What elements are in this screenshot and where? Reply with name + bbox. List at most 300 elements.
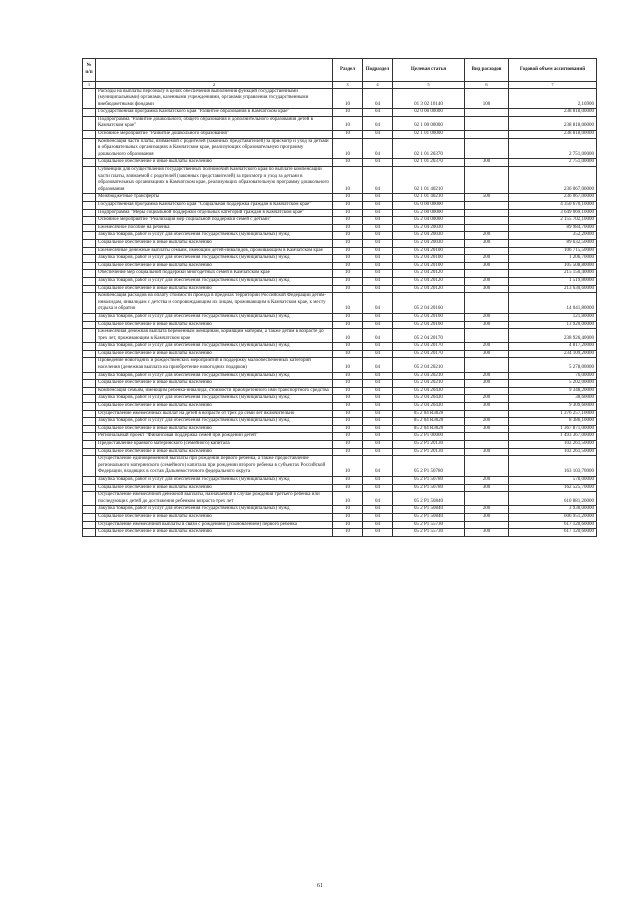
row-section-cell: 10 bbox=[333, 262, 363, 270]
row-expense-cell: 200 bbox=[465, 395, 509, 403]
table-row bbox=[83, 492, 597, 506]
row-expense-cell bbox=[465, 224, 509, 232]
row-section-cell: 10 bbox=[333, 321, 363, 329]
row-name-cell: Социальное обеспечение и иные выплаты населению bbox=[96, 239, 333, 247]
row-subsection-cell: 04 bbox=[363, 285, 393, 293]
row-number-cell bbox=[83, 194, 96, 202]
table-row bbox=[83, 138, 597, 159]
row-name-cell: Субвенции для осуществления государственных полномочий Камчатского края по выплате компенсации части платы, взимаемой с родителей (законных представителей) за присмотр и уход за детьми в образовательных организациях в Камчатском крае, реализующих образовательную программу дошкольного образования bbox=[96, 167, 333, 194]
row-section-cell: 10 bbox=[333, 159, 363, 167]
row-number-cell bbox=[83, 343, 96, 351]
row-section-cell: 10 bbox=[333, 138, 363, 159]
row-section-cell: 10 bbox=[333, 343, 363, 351]
row-section-cell: 10 bbox=[333, 492, 363, 506]
row-target-cell: 05 2 04 20210 bbox=[393, 380, 465, 388]
table-row bbox=[83, 529, 597, 537]
row-expense-cell bbox=[465, 456, 509, 477]
table-row bbox=[83, 441, 597, 449]
row-target-cell: 05 2 04 20120 bbox=[393, 270, 465, 278]
row-name-cell: Социальное обеспечение и иные выплаты населению bbox=[96, 529, 333, 537]
row-number-cell bbox=[83, 232, 96, 240]
row-amount-cell: 76,00000 bbox=[509, 372, 597, 380]
row-amount-cell: 2 751,00000 bbox=[509, 159, 597, 167]
row-section-cell: 10 bbox=[333, 506, 363, 514]
row-target-cell: 05 2 P1 50840 bbox=[393, 492, 465, 506]
table-row bbox=[83, 456, 597, 477]
row-number-cell bbox=[83, 484, 96, 492]
row-name-cell: Социальное обеспечение и иные выплаты населению bbox=[96, 321, 333, 329]
table-row bbox=[83, 387, 597, 395]
row-target-cell: 05 2 04 00000 bbox=[393, 217, 465, 225]
row-section-cell: 10 bbox=[333, 217, 363, 225]
row-number-cell bbox=[83, 131, 96, 139]
table-row bbox=[83, 209, 597, 217]
row-name-cell: Расходы на выплаты персоналу в целях обеспечения выполнения функций государственными (муниципальными) органами, казенными учреждениями, органами управления государственными внебюджетными фондами bbox=[96, 88, 333, 109]
row-target-cell: 02 1 01 40210 bbox=[393, 167, 465, 194]
row-section-cell: 10 bbox=[333, 513, 363, 521]
table-row bbox=[83, 167, 597, 194]
row-amount-cell: 2 155 702,10000 bbox=[509, 217, 597, 225]
row-subsection-cell: 04 bbox=[363, 410, 393, 418]
row-amount-cell: 213 630,60000 bbox=[509, 285, 597, 293]
row-section-cell: 10 bbox=[333, 270, 363, 278]
row-expense-cell: 500 bbox=[465, 194, 509, 202]
table-row bbox=[83, 217, 597, 225]
table-row bbox=[83, 239, 597, 247]
row-name-cell: Государственная программа Камчатского края "Развитие образования в Камчатском крае" bbox=[96, 109, 333, 117]
row-expense-cell: 300 bbox=[465, 380, 509, 388]
header-number: № п/п bbox=[83, 59, 96, 82]
table-row bbox=[83, 372, 597, 380]
row-amount-cell: 162 525,70000 bbox=[509, 484, 597, 492]
row-subsection-cell: 04 bbox=[363, 202, 393, 210]
table-row bbox=[83, 410, 597, 418]
row-target-cell: 05 2 04 20430 bbox=[393, 395, 465, 403]
table-row bbox=[83, 448, 597, 456]
table-row bbox=[83, 484, 597, 492]
row-subsection-cell: 04 bbox=[363, 224, 393, 232]
row-number-cell bbox=[83, 506, 96, 514]
row-amount-cell: 610 881,20000 bbox=[509, 492, 597, 506]
header-name bbox=[96, 59, 333, 82]
header-expense-type: Вид расходов bbox=[465, 59, 509, 82]
row-amount-cell: 2,16900 bbox=[509, 88, 597, 109]
row-name-cell: Государственная программа Камчатского края "Социальная поддержка граждан в Камчатском крае" bbox=[96, 202, 333, 210]
row-number-cell bbox=[83, 293, 96, 314]
table-header-row bbox=[83, 59, 597, 82]
row-number-cell bbox=[83, 277, 96, 285]
row-expense-cell bbox=[465, 247, 509, 255]
row-target-cell: 05 2 04 20030 bbox=[393, 224, 465, 232]
row-target-cell: 05 2 04 20210 bbox=[393, 358, 465, 372]
row-amount-cell: 14 041,80000 bbox=[509, 293, 597, 314]
row-amount-cell: 105 508,80000 bbox=[509, 262, 597, 270]
row-amount-cell: 1 493 367,00000 bbox=[509, 433, 597, 441]
row-subsection-cell: 04 bbox=[363, 418, 393, 426]
row-expense-cell bbox=[465, 202, 509, 210]
row-name-cell: Социальное обеспечение и иные выплаты населению bbox=[96, 285, 333, 293]
row-number-cell bbox=[83, 418, 96, 426]
row-name-cell: Компенсация семьям, имеющим ребенка-инвалида, стоимости приобретенного ими транспортного средства bbox=[96, 387, 333, 395]
row-subsection-cell: 04 bbox=[363, 484, 393, 492]
row-subsection-cell: 04 bbox=[363, 131, 393, 139]
row-target-cell: 05 2 04 R3020 bbox=[393, 425, 465, 433]
row-expense-cell: 300 bbox=[465, 285, 509, 293]
row-name-cell: Подпрограмма "Развитие дошкольного, общего образования и дополнительного образования детей в Камчатском крае" bbox=[96, 116, 333, 130]
row-target-cell: 02 1 00 00000 bbox=[393, 116, 465, 130]
row-subsection-cell: 04 bbox=[363, 492, 393, 506]
row-subsection-cell: 04 bbox=[363, 456, 393, 477]
row-number-cell bbox=[83, 247, 96, 255]
row-subsection-cell: 04 bbox=[363, 380, 393, 388]
row-section-cell: 10 bbox=[333, 425, 363, 433]
row-amount-cell: 9 309,60000 bbox=[509, 403, 597, 411]
row-subsection-cell: 04 bbox=[363, 138, 393, 159]
row-target-cell: 05 2 04 20170 bbox=[393, 343, 465, 351]
row-expense-cell: 300 bbox=[465, 321, 509, 329]
row-name-cell: Закупка товаров, работ и услуг для обеспечения государственных (муниципальных) нужд bbox=[96, 232, 333, 240]
row-target-cell: 05 2 P1 20130 bbox=[393, 441, 465, 449]
row-number-cell bbox=[83, 255, 96, 263]
row-target-cell: 05 2 P1 55730 bbox=[393, 529, 465, 537]
row-section-cell: 10 bbox=[333, 224, 363, 232]
row-section-cell: 10 bbox=[333, 380, 363, 388]
row-expense-cell: 300 bbox=[465, 484, 509, 492]
row-subsection-cell: 04 bbox=[363, 262, 393, 270]
table-row bbox=[83, 418, 597, 426]
table-row bbox=[83, 513, 597, 521]
row-section-cell: 10 bbox=[333, 484, 363, 492]
row-expense-cell bbox=[465, 387, 509, 395]
row-number-cell bbox=[83, 456, 96, 477]
table-row bbox=[83, 358, 597, 372]
row-name-cell: Закупка товаров, работ и услуг для обеспечения государственных (муниципальных) нужд bbox=[96, 313, 333, 321]
header-target-article: Целевая статья bbox=[393, 59, 465, 82]
row-expense-cell: 200 bbox=[465, 418, 509, 426]
row-target-cell: 05 2 P1 50780 bbox=[393, 456, 465, 477]
row-target-cell: 05 2 P1 55730 bbox=[393, 521, 465, 529]
row-number-cell bbox=[83, 395, 96, 403]
row-section-cell: 10 bbox=[333, 448, 363, 456]
row-amount-cell: 238 818,00000 bbox=[509, 109, 597, 117]
row-section-cell: 10 bbox=[333, 255, 363, 263]
row-number-cell bbox=[83, 529, 96, 537]
row-subsection-cell: 04 bbox=[363, 448, 393, 456]
row-name-cell: Закупка товаров, работ и услуг для обеспечения государственных (муниципальных) нужд bbox=[96, 255, 333, 263]
row-target-cell: 05 2 04 20100 bbox=[393, 247, 465, 255]
row-number-cell bbox=[83, 313, 96, 321]
row-name-cell: Региональный проект "Финансовая поддержка семей при рождении детей" bbox=[96, 433, 333, 441]
column-number: 4 bbox=[363, 82, 393, 89]
row-section-cell: 10 bbox=[333, 372, 363, 380]
row-amount-cell: 89 632,50000 bbox=[509, 239, 597, 247]
row-expense-cell: 200 bbox=[465, 232, 509, 240]
row-amount-cell: 236 067,00000 bbox=[509, 194, 597, 202]
column-number: 7 bbox=[509, 82, 597, 89]
row-target-cell: 05 2 04 20030 bbox=[393, 239, 465, 247]
header-subsection: Подраздел bbox=[363, 59, 393, 82]
table-row bbox=[83, 255, 597, 263]
row-target-cell: 01 3 02 10140 bbox=[393, 88, 465, 109]
row-section-cell: 10 bbox=[333, 116, 363, 130]
row-expense-cell bbox=[465, 433, 509, 441]
row-subsection-cell: 04 bbox=[363, 159, 393, 167]
row-name-cell: Подпрограмма "Меры социальной поддержки отдельных категорий граждан в Камчатском крае" bbox=[96, 209, 333, 217]
row-name-cell: Осуществление ежемесячной денежной выплаты, назначаемой в случае рождения третьего ребенка или последующих детей до достижения ребенком возраста трех лет bbox=[96, 492, 333, 506]
row-name-cell: Закупка товаров, работ и услуг для обеспечения государственных (муниципальных) нужд bbox=[96, 476, 333, 484]
row-section-cell: 10 bbox=[333, 456, 363, 477]
row-section-cell: 10 bbox=[333, 194, 363, 202]
table-row bbox=[83, 476, 597, 484]
row-section-cell: 10 bbox=[333, 202, 363, 210]
row-section-cell: 10 bbox=[333, 350, 363, 358]
row-expense-cell bbox=[465, 329, 509, 343]
row-expense-cell: 200 bbox=[465, 255, 509, 263]
table-row bbox=[83, 131, 597, 139]
row-amount-cell: 38,60000 bbox=[509, 395, 597, 403]
row-subsection-cell: 04 bbox=[363, 529, 393, 537]
table-row bbox=[83, 194, 597, 202]
row-name-cell: Социальное обеспечение и иные выплаты населению bbox=[96, 403, 333, 411]
row-expense-cell bbox=[465, 410, 509, 418]
row-target-cell: 05 2 P1 50780 bbox=[393, 484, 465, 492]
row-subsection-cell: 04 bbox=[363, 270, 393, 278]
table-row bbox=[83, 270, 597, 278]
row-expense-cell: 200 bbox=[465, 476, 509, 484]
row-expense-cell: 300 bbox=[465, 513, 509, 521]
row-section-cell: 10 bbox=[333, 387, 363, 395]
budget-table-sheet bbox=[82, 58, 596, 537]
table-row bbox=[83, 425, 597, 433]
column-number: 3 bbox=[333, 82, 363, 89]
table-row bbox=[83, 350, 597, 358]
table-row bbox=[83, 88, 597, 109]
table-row bbox=[83, 232, 597, 240]
row-target-cell: 05 2 04 R3020 bbox=[393, 410, 465, 418]
row-amount-cell: 102 261,50000 bbox=[509, 441, 597, 449]
row-subsection-cell: 04 bbox=[363, 358, 393, 372]
row-target-cell: 02 1 01 00000 bbox=[393, 131, 465, 139]
table-row bbox=[83, 321, 597, 329]
row-target-cell: 05 2 04 20030 bbox=[393, 232, 465, 240]
row-name-cell: Социальное обеспечение и иные выплаты населению bbox=[96, 425, 333, 433]
row-number-cell bbox=[83, 387, 96, 395]
row-subsection-cell: 04 bbox=[363, 116, 393, 130]
table-row bbox=[83, 343, 597, 351]
row-name-cell: Проведение новогодних и рождественских мероприятий в поддержку малообеспеченных категорий населения (денежная выплата на приобретение новогодних подарков) bbox=[96, 358, 333, 372]
row-amount-cell: 4 350 670,10000 bbox=[509, 202, 597, 210]
row-subsection-cell: 04 bbox=[363, 277, 393, 285]
row-target-cell: 05 2 04 20160 bbox=[393, 293, 465, 314]
row-target-cell: 02 1 01 40210 bbox=[393, 194, 465, 202]
row-number-cell bbox=[83, 239, 96, 247]
table-row bbox=[83, 159, 597, 167]
row-name-cell: Осуществление единовременной выплаты при рождении первого ребенка, а также предоставление регионального материнского (семейного) капитала при рождении второго ребенка в субъектах Российской Федерации, входящих в состав Дальневосточного федерального округа bbox=[96, 456, 333, 477]
row-subsection-cell: 04 bbox=[363, 513, 393, 521]
row-section-cell: 10 bbox=[333, 521, 363, 529]
row-target-cell: 05 2 04 20210 bbox=[393, 372, 465, 380]
row-expense-cell: 300 bbox=[465, 159, 509, 167]
row-section-cell: 10 bbox=[333, 277, 363, 285]
row-name-cell: Осуществление ежемесячных выплат на детей в возрасте от трех до семи лет включительно bbox=[96, 410, 333, 418]
row-target-cell: 02 1 01 20370 bbox=[393, 138, 465, 159]
column-number: 6 bbox=[465, 82, 509, 89]
row-section-cell: 10 bbox=[333, 358, 363, 372]
page-number: 61 bbox=[317, 883, 323, 889]
row-target-cell: 05 2 04 20160 bbox=[393, 321, 465, 329]
table-body bbox=[83, 88, 597, 536]
row-amount-cell: 106 715,50000 bbox=[509, 247, 597, 255]
row-subsection-cell: 04 bbox=[363, 313, 393, 321]
table-row bbox=[83, 403, 597, 411]
column-number: 1 bbox=[83, 82, 96, 89]
row-number-cell bbox=[83, 217, 96, 225]
row-subsection-cell: 04 bbox=[363, 209, 393, 217]
row-name-cell: Ежемесячное пособие на ребенка bbox=[96, 224, 333, 232]
table-row bbox=[83, 313, 597, 321]
row-subsection-cell: 04 bbox=[363, 441, 393, 449]
row-section-cell: 10 bbox=[333, 476, 363, 484]
row-subsection-cell: 04 bbox=[363, 425, 393, 433]
row-section-cell: 10 bbox=[333, 209, 363, 217]
row-subsection-cell: 04 bbox=[363, 387, 393, 395]
row-name-cell: Социальное обеспечение и иные выплаты населению bbox=[96, 513, 333, 521]
row-amount-cell: 4 817,20000 bbox=[509, 343, 597, 351]
row-section-cell: 10 bbox=[333, 131, 363, 139]
row-amount-cell: 617 120,60000 bbox=[509, 521, 597, 529]
table-row bbox=[83, 506, 597, 514]
row-target-cell: 05 2 04 20430 bbox=[393, 387, 465, 395]
row-number-cell bbox=[83, 425, 96, 433]
row-target-cell: 05 2 P1 50840 bbox=[393, 513, 465, 521]
row-amount-cell: 1 206,70000 bbox=[509, 255, 597, 263]
row-subsection-cell: 04 bbox=[363, 255, 393, 263]
row-expense-cell: 200 bbox=[465, 506, 509, 514]
row-name-cell: Закупка товаров, работ и услуг для обеспечения государственных (муниципальных) нужд bbox=[96, 277, 333, 285]
row-name-cell: Закупка товаров, работ и услуг для обеспечения государственных (муниципальных) нужд bbox=[96, 343, 333, 351]
row-subsection-cell: 04 bbox=[363, 247, 393, 255]
table-row bbox=[83, 202, 597, 210]
row-expense-cell bbox=[465, 138, 509, 159]
row-number-cell bbox=[83, 88, 96, 109]
row-expense-cell bbox=[465, 217, 509, 225]
row-name-cell: Социальное обеспечение и иные выплаты населению bbox=[96, 159, 333, 167]
row-name-cell: Компенсация расходов на оплату стоимости проезда в пределах территории Российской Федерации детям-инвалидам, инвалидам с детства и сопровождающим их лицам, проживающим в Камчатском крае, к месту отдыха и обратно bbox=[96, 293, 333, 314]
row-name-cell: Предоставление краевого материнского (семейного) капитала bbox=[96, 441, 333, 449]
row-amount-cell: 606 951,20000 bbox=[509, 513, 597, 521]
table-row bbox=[83, 433, 597, 441]
row-amount-cell: 89 984,70000 bbox=[509, 224, 597, 232]
row-number-cell bbox=[83, 285, 96, 293]
row-subsection-cell: 04 bbox=[363, 321, 393, 329]
row-number-cell bbox=[83, 321, 96, 329]
row-number-cell bbox=[83, 410, 96, 418]
row-target-cell: 05 2 P1 50840 bbox=[393, 506, 465, 514]
row-amount-cell: 102 261,50000 bbox=[509, 448, 597, 456]
row-subsection-cell: 04 bbox=[363, 239, 393, 247]
row-target-cell: 05 2 04 20430 bbox=[393, 403, 465, 411]
row-section-cell: 10 bbox=[333, 410, 363, 418]
row-target-cell: 05 2 P1 20130 bbox=[393, 448, 465, 456]
row-number-cell bbox=[83, 448, 96, 456]
row-target-cell: 05 2 00 00000 bbox=[393, 209, 465, 217]
row-subsection-cell: 04 bbox=[363, 521, 393, 529]
table-row bbox=[83, 224, 597, 232]
row-subsection-cell: 04 bbox=[363, 217, 393, 225]
row-amount-cell: 3 930,00000 bbox=[509, 506, 597, 514]
row-subsection-cell: 04 bbox=[363, 167, 393, 194]
row-expense-cell: 200 bbox=[465, 372, 509, 380]
row-amount-cell: 238 818,00000 bbox=[509, 116, 597, 130]
row-name-cell: Социальное обеспечение и иные выплаты населению bbox=[96, 350, 333, 358]
row-expense-cell: 100 bbox=[465, 88, 509, 109]
row-number-cell bbox=[83, 380, 96, 388]
row-subsection-cell: 04 bbox=[363, 403, 393, 411]
row-subsection-cell: 04 bbox=[363, 506, 393, 514]
row-section-cell: 10 bbox=[333, 329, 363, 343]
row-target-cell: 05 2 04 20100 bbox=[393, 255, 465, 263]
row-amount-cell: 1 519,80000 bbox=[509, 277, 597, 285]
row-amount-cell: 13 920,00000 bbox=[509, 321, 597, 329]
row-expense-cell: 300 bbox=[465, 262, 509, 270]
row-number-cell bbox=[83, 109, 96, 117]
row-name-cell: Основное мероприятие "Реализация мер социальной поддержки семей с детьми" bbox=[96, 217, 333, 225]
row-amount-cell: 238 926,40000 bbox=[509, 329, 597, 343]
row-number-cell bbox=[83, 167, 96, 194]
row-target-cell: 02 1 01 20370 bbox=[393, 159, 465, 167]
row-section-cell: 10 bbox=[333, 418, 363, 426]
row-expense-cell: 300 bbox=[465, 529, 509, 537]
table-row bbox=[83, 380, 597, 388]
row-number-cell bbox=[83, 492, 96, 506]
row-amount-cell: 1 376 257,10000 bbox=[509, 410, 597, 418]
row-number-cell bbox=[83, 138, 96, 159]
row-name-cell: Социальное обеспечение и иные выплаты населению bbox=[96, 448, 333, 456]
row-section-cell: 10 bbox=[333, 403, 363, 411]
row-number-cell bbox=[83, 159, 96, 167]
row-expense-cell: 200 bbox=[465, 343, 509, 351]
row-section-cell: 10 bbox=[333, 285, 363, 293]
row-target-cell: 05 2 04 20100 bbox=[393, 262, 465, 270]
row-expense-cell bbox=[465, 167, 509, 194]
row-amount-cell: 1 367 871,00000 bbox=[509, 425, 597, 433]
row-subsection-cell: 04 bbox=[363, 109, 393, 117]
row-target-cell: 05 2 04 R3020 bbox=[393, 418, 465, 426]
row-number-cell bbox=[83, 372, 96, 380]
row-amount-cell: 578,00000 bbox=[509, 476, 597, 484]
row-amount-cell: 236 067,00000 bbox=[509, 167, 597, 194]
row-subsection-cell: 04 bbox=[363, 395, 393, 403]
row-expense-cell: 300 bbox=[465, 425, 509, 433]
row-subsection-cell: 04 bbox=[363, 232, 393, 240]
table-row bbox=[83, 109, 597, 117]
row-target-cell: 05 2 04 20120 bbox=[393, 285, 465, 293]
row-number-cell bbox=[83, 441, 96, 449]
row-section-cell: 10 bbox=[333, 293, 363, 314]
row-number-cell bbox=[83, 202, 96, 210]
row-name-cell: Ежемесячная денежная выплата беременным женщинам, кормящим матерям, а также детям в возрасте до трех лет, проживающим в Камчатском крае bbox=[96, 329, 333, 343]
column-number: 2 bbox=[96, 82, 333, 89]
row-name-cell: Социальное обеспечение и иные выплаты населению bbox=[96, 484, 333, 492]
row-subsection-cell: 04 bbox=[363, 476, 393, 484]
row-number-cell bbox=[83, 116, 96, 130]
column-number: 5 bbox=[393, 82, 465, 89]
row-subsection-cell: 04 bbox=[363, 329, 393, 343]
row-subsection-cell: 04 bbox=[363, 350, 393, 358]
row-number-cell bbox=[83, 476, 96, 484]
row-section-cell: 10 bbox=[333, 239, 363, 247]
row-name-cell: Закупка товаров, работ и услуг для обеспечения государственных (муниципальных) нужд bbox=[96, 372, 333, 380]
